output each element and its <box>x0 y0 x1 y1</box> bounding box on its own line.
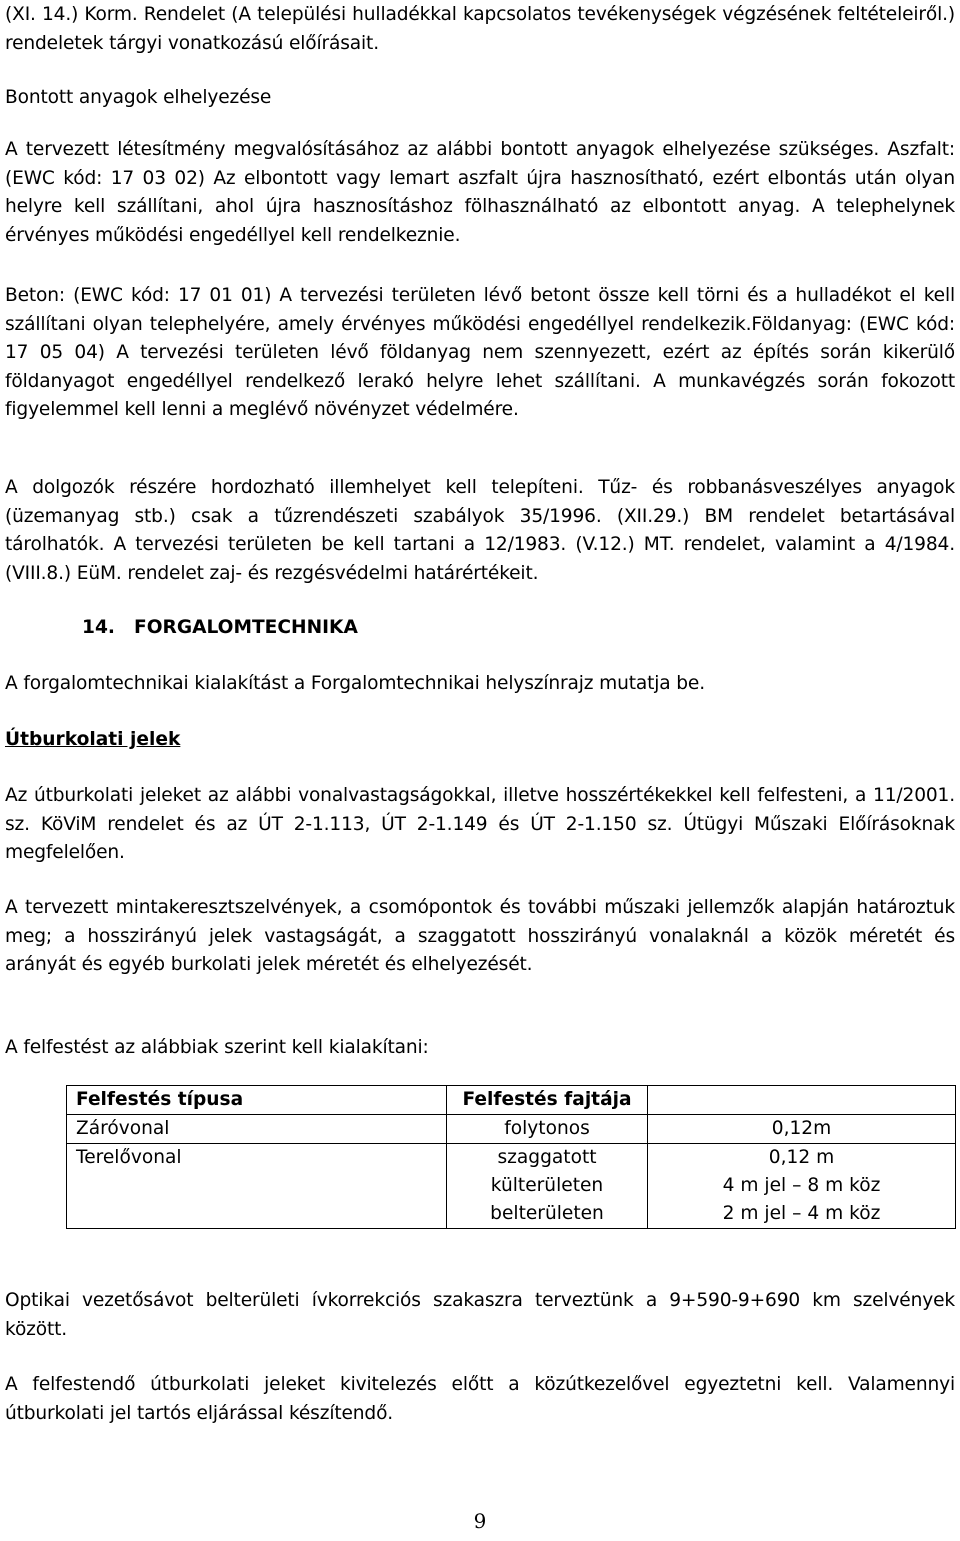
cell-line: külterületen <box>490 1175 604 1196</box>
paragraph-marking-regulations: Az útburkolati jeleket az alábbi vonalvastagságokkal, illetve hosszértékekkel kell felfesteni, a 11/2001. sz. KöViM rendelet és az ÚT 2-1.113, ÚT 2-1.149 és ÚT 2-1.150 sz. Útügyi Műszaki Előírásoknak megfelelően. <box>5 785 955 864</box>
paragraph-coordination: A felfestendő útburkolati jeleket kivitelezés előtt a közútkezelővel egyeztetni kell. Valamennyi útburkolati jel tartós eljárással készítendő. <box>5 1374 955 1424</box>
cell-line: 4 m jel – 8 m köz <box>722 1175 881 1196</box>
paragraph-demolished-materials-title: Bontott anyagok elhelyezése <box>5 87 272 108</box>
page-number: 9 <box>473 1509 487 1533</box>
paragraph-concrete-soil: Beton: (EWC kód: 17 01 01) A tervezési területen lévő betont össze kell törni és a hulladékot el kell szállítani olyan telephelyére, amely érvényes működési engedéllyel rendelkezik.Földanyag: (EWC kód: 17 05 04) A tervezési területen lévő földanyag nem szennyezett, ezért az építés során kikerülő földanyagot engedéllyel rendelkező lerakó helyre lehet szállítani. A munkavégzés során fokozott figyelemmel kell lenni a meglévő növényzet védelmére. <box>5 285 955 421</box>
cell-line: 0,12 m <box>768 1147 835 1168</box>
header-kind: Felfestés fajtája <box>447 1086 648 1115</box>
paragraph-traffic-plan: A forgalomtechnikai kialakítást a Forgalomtechnikai helyszínrajz mutatja be. <box>5 673 705 694</box>
table-row <box>67 1115 956 1144</box>
paragraph-optical-guidance: Optikai vezetősávot belterületi ívkorrekciós szakaszra terveztünk a 9+590-9+690 km szelvények között. <box>5 1290 955 1340</box>
cell-line: szaggatott <box>497 1147 597 1168</box>
paragraph-regulation-reference: (XI. 14.) Korm. Rendelet (A települési hulladékkal kapcsolatos tevékenységek végzésének feltételeiről.) rendeletek tárgyi vonatkozású előírásait. <box>5 4 955 54</box>
table-row <box>67 1144 956 1229</box>
section-title: FORGALOMTECHNIKA <box>134 617 358 638</box>
cell-line: belterületen <box>490 1203 604 1224</box>
paragraph-table-intro: A felfestést az alábbiak szerint kell kialakítani: <box>5 1037 429 1058</box>
cell-kind: folytonos <box>447 1115 648 1144</box>
table-header-row <box>67 1086 956 1115</box>
header-size <box>648 1086 956 1115</box>
paragraph-asphalt: A tervezett létesítmény megvalósításához az alábbi bontott anyagok elhelyezése szükséges. Aszfalt: (EWC kód: 17 03 02) Az elbontott vagy lemart aszfalt újra hasznosítható, ezért elbontás után olyan helyre kell szállítani, ahol újra hasznosításhoz fölhasználható az elbontott anyag. A telephelynek érvényes működési engedéllyel kell rendelkeznie. <box>5 139 955 246</box>
header-type: Felfestés típusa <box>67 1086 447 1115</box>
cell-line: 2 m jel – 4 m köz <box>722 1203 881 1224</box>
paragraph-marking-design: A tervezett mintakeresztszelvények, a csomópontok és további műszaki jellemzők alapján határoztuk meg; a hosszirányú jelek vastagságát, a szaggatott hosszirányú vonalaknál a közök méretét és arányát és egyéb burkolati jelek méretét és elhelyezését. <box>5 897 955 976</box>
section-number: 14. <box>82 617 115 638</box>
sub-heading-road-markings: Útburkolati jelek <box>5 729 181 750</box>
cell-type: Záróvonal <box>67 1115 447 1144</box>
paragraph-workers-safety: A dolgozók részére hordozható illemhelyet kell telepíteni. Tűz- és robbanásveszélyes anyagok (üzemanyag stb.) csak a tűzrendészeti szabályok 35/1996. (XII.29.) BM rendelet betartásával tárolhatók. A tervezési területen be kell tartani a 12/1983. (V.12.) MT. rendelet, valamint a 4/1984. (VIII.8.) EüM. rendelet zaj- és rezgésvédelmi határértékeit. <box>5 477 955 584</box>
cell-size <box>648 1144 956 1229</box>
cell-kind <box>447 1144 648 1229</box>
marking-table <box>66 1085 956 1229</box>
marking-table-wrapper <box>66 1085 956 1229</box>
cell-size: 0,12m <box>648 1115 956 1144</box>
section-heading <box>82 614 358 642</box>
cell-type: Terelővonal <box>67 1144 447 1229</box>
